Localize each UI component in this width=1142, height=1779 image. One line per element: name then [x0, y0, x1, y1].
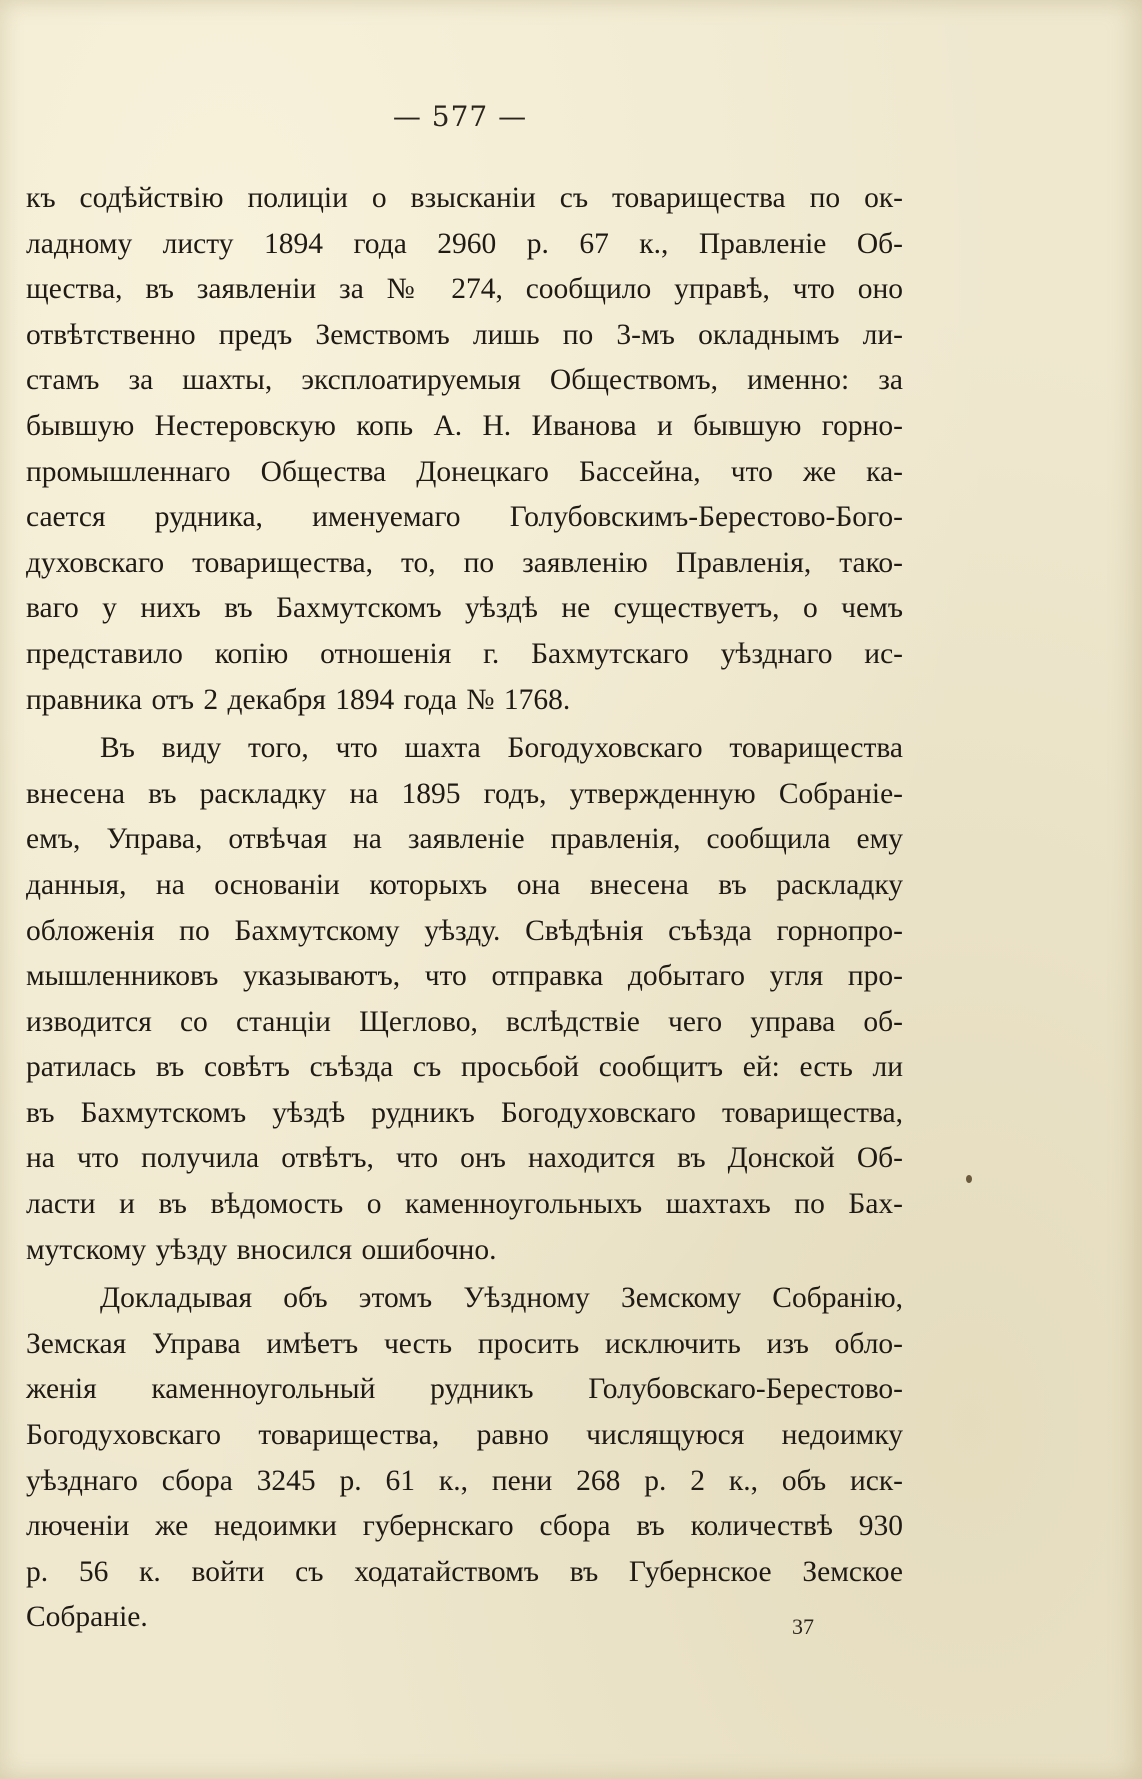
- text-line: сается рудника, именуемаго Голубовскимъ-Берестово-Бого-: [26, 501, 903, 534]
- page-number: — 577 —: [392, 100, 528, 133]
- text-line: ладному листу 1894 года 2960 р. 67 к., Правленіе Об-: [26, 227, 903, 260]
- text-line: щества, въ заявленіи за № 274, сообщило управѣ, что оно: [26, 273, 903, 306]
- text-line: представило копію отношенія г. Бахмутскаго уѣзднаго ис-: [26, 637, 903, 670]
- text-line: бывшую Нестеровскую копь А. Н. Иванова и бывшую горно-: [26, 409, 903, 442]
- text-line: Докладывая объ этомъ Уѣздному Земскому Собранію,: [100, 1282, 903, 1315]
- text-line: емъ, Управа, отвѣчая на заявленіе правленія, сообщила ему: [26, 823, 903, 856]
- text-line: ратилась въ совѣтъ съѣзда съ просьбой сообщитъ ей: есть ли: [26, 1051, 903, 1084]
- text-line: Собраніе.: [26, 1601, 148, 1634]
- text-line: обложенія по Бахмутскому уѣзду. Свѣдѣнія съѣзда горнопро-: [26, 914, 903, 947]
- paragraph-3: [26, 1276, 903, 1641]
- body-text: [26, 176, 903, 1641]
- text-line: данныя, на основаніи которыхъ она внесена въ раскладку: [26, 868, 903, 901]
- text-line: отвѣтственно предъ Земствомъ лишь по 3-мъ окладнымъ ли-: [26, 318, 903, 351]
- text-line: ваго у нихъ въ Бахмутскомъ уѣздѣ не существуетъ, о чемъ: [26, 592, 903, 625]
- text-line: мутскому уѣзду вносился ошибочно.: [26, 1233, 497, 1266]
- paragraph-2: [26, 726, 903, 1273]
- ink-speck: [966, 1175, 972, 1183]
- text-line: духовскаго товарищества, то, по заявленію Правленія, тако-: [26, 546, 903, 579]
- text-line: промышленнаго Общества Донецкаго Бассейна, что же ка-: [26, 455, 903, 488]
- text-line: Земская Управа имѣетъ честь просить исключить изъ обло-: [26, 1327, 903, 1360]
- text-line: изводится со станціи Щеглово, вслѣдствіе чего управа об-: [26, 1005, 903, 1038]
- text-line: женія каменноугольный рудникъ Голубовскаго-Берестово-: [26, 1373, 903, 1406]
- text-line: мышленниковъ указываютъ, что отправка добытаго угля про-: [26, 960, 903, 993]
- text-line: внесена въ раскладку на 1895 годъ, утвержденную Собраніе-: [26, 777, 903, 810]
- text-line: къ содѣйствію полиціи о взысканіи съ товарищества по ок-: [26, 182, 903, 214]
- text-line: правника отъ 2 декабря 1894 года № 1768.: [26, 683, 571, 716]
- text-line: на что получила отвѣтъ, что онъ находится въ Донской Об-: [26, 1142, 903, 1175]
- paragraph-1: [26, 176, 903, 723]
- text-line: р. 56 к. войти съ ходатайствомъ въ Губернское Земское: [26, 1555, 903, 1588]
- text-line: уѣзднаго сбора 3245 р. 61 к., пени 268 р. 2 к., объ иск-: [26, 1464, 903, 1497]
- text-line: люченіи же недоимки губернскаго сбора въ количествѣ 930: [26, 1510, 903, 1543]
- text-line: ласти и въ вѣдомость о каменноугольныхъ шахтахъ по Бах-: [26, 1188, 903, 1221]
- text-line: стамъ за шахты, эксплоатируемыя Обществомъ, именно: за: [26, 364, 903, 397]
- text-line: Въ виду того, что шахта Богодуховскаго товарищества: [100, 732, 903, 765]
- printer-signature-mark: 37: [792, 1614, 814, 1639]
- text-line: Богодуховскаго товарищества, равно числящуюся недоимку: [26, 1419, 903, 1452]
- text-line: въ Бахмутскомъ уѣздѣ рудникъ Богодуховскаго товарищества,: [26, 1096, 903, 1129]
